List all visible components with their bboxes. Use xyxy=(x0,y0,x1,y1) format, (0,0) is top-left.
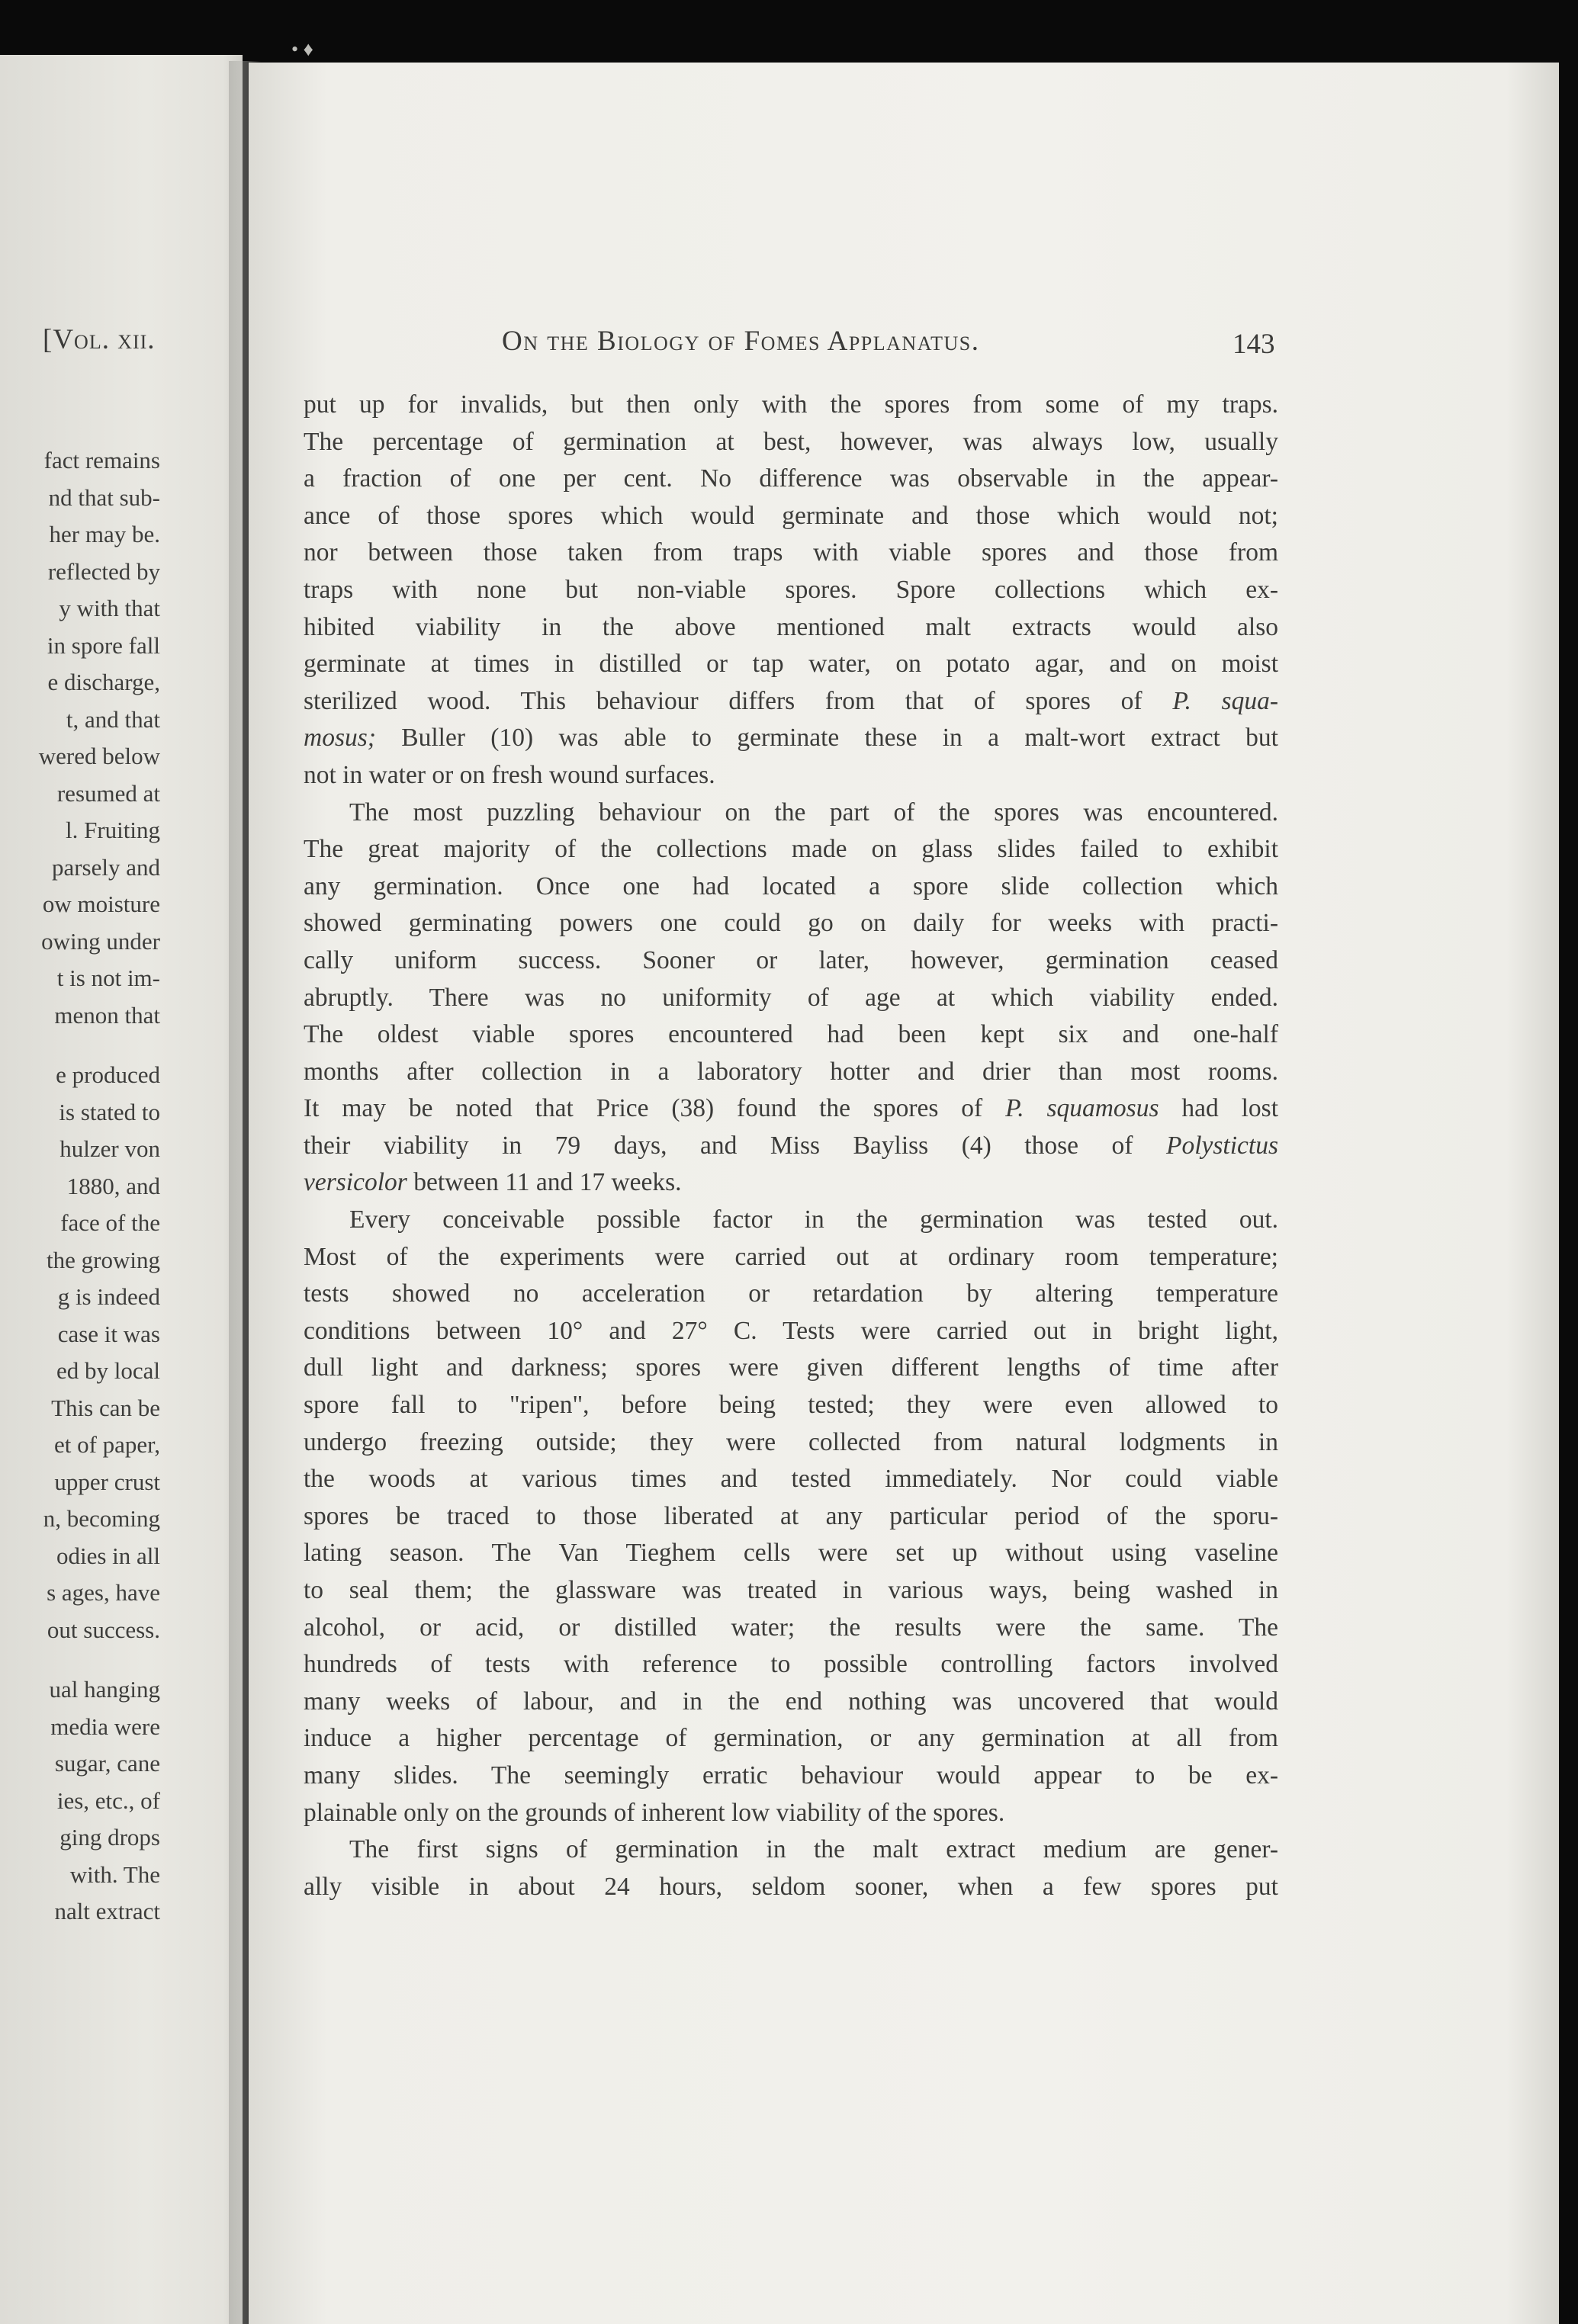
text-line: lating season. The Van Tieghem cells were set up without using vaseline xyxy=(304,1539,1278,1568)
left-text-line: out success. xyxy=(47,1616,160,1643)
text-line: Most of the experiments were carried out at ordinary room temperature; xyxy=(304,1242,1278,1271)
left-text-line: with. The xyxy=(69,1860,160,1888)
text-run: It may be noted that Price (38) found the spores of xyxy=(304,1094,1006,1123)
left-text-line: e produced xyxy=(56,1061,160,1088)
left-page-text xyxy=(0,442,160,1931)
left-text-line: ging drops xyxy=(59,1824,160,1851)
text-line: conditions between 10° and 27° C. Tests were carried out in bright light, xyxy=(304,1316,1278,1345)
left-text-line: owing under xyxy=(41,927,160,955)
left-page xyxy=(0,55,243,2324)
text-line: The oldest viable spores encountered had been kept six and one-half xyxy=(304,1020,1278,1049)
left-text-line: ies, etc., of xyxy=(56,1786,160,1814)
page-body xyxy=(304,387,1278,1905)
text-line: the woods at various times and tested immediately. Nor could viable xyxy=(304,1465,1278,1494)
left-text-line: This can be xyxy=(51,1394,160,1421)
left-text-block-2 xyxy=(0,1057,160,1648)
text-run: Buller (10) was able to germinate these in a malt-wort extract but xyxy=(375,724,1278,753)
left-text-line: case it was xyxy=(57,1320,160,1347)
text-line: many slides. The seemingly erratic behaviour would appear to be ex- xyxy=(304,1761,1278,1790)
left-text-line: reflected by xyxy=(47,557,160,585)
text-line: dull light and darkness; spores were given different lengths of time after xyxy=(304,1353,1278,1382)
text-run: sterilized wood. This behaviour differs from that of spores of xyxy=(304,686,1173,715)
text-run: between 11 and 17 weeks. xyxy=(407,1168,682,1197)
text-line xyxy=(304,1090,1278,1128)
text-line: hibited viability in the above mentioned malt extracts would also xyxy=(304,612,1278,641)
text-line: ally visible in about 24 hours, seldom sooner, when a few spores put xyxy=(304,1872,1278,1901)
left-text-line: face of the xyxy=(60,1209,160,1236)
left-text-line: nd that sub- xyxy=(48,483,160,511)
text-line xyxy=(304,1128,1278,1165)
left-text-line: menon that xyxy=(54,1001,160,1029)
paragraph-1 xyxy=(304,387,1278,794)
species-name: P. squamosus xyxy=(1005,1094,1159,1123)
left-text-line: ed by local xyxy=(56,1357,160,1384)
text-line: showed germinating powers one could go on daily for weeks with practi- xyxy=(304,909,1278,938)
left-text-line: is stated to xyxy=(59,1098,160,1125)
left-text-line: nalt extract xyxy=(54,1898,160,1924)
text-line: spore fall to "ripen", before being tested; they were even allowed to xyxy=(304,1391,1278,1420)
left-text-line: ow moisture xyxy=(42,891,160,917)
text-run: had lost xyxy=(1159,1094,1278,1123)
left-text-line: e discharge, xyxy=(47,669,160,695)
text-line: Every conceivable possible factor in the germination was tested out. xyxy=(349,1205,1278,1234)
text-run: their viability in 79 days, and Miss Bayliss (4) those of xyxy=(304,1131,1166,1160)
left-text-line: ual hanging xyxy=(49,1676,160,1703)
text-line: tests showed no acceleration or retardation by altering temperature xyxy=(304,1279,1278,1308)
page-number: 143 xyxy=(1233,329,1275,360)
text-line: cally uniform success. Sooner or later, however, germination ceased xyxy=(304,945,1278,974)
text-line: spores be traced to those liberated at any particular period of the sporu- xyxy=(304,1501,1278,1530)
species-name: mosus; xyxy=(304,724,376,753)
text-line: any germination. Once one had located a spore slide collection which xyxy=(304,872,1278,900)
text-line: a fraction of one per cent. No difference was observable in the appear- xyxy=(304,464,1278,493)
scan-speck: • ♦ xyxy=(291,38,313,60)
left-text-line: sugar, cane xyxy=(54,1750,160,1777)
text-line: traps with none but non-viable spores. Spore collections which ex- xyxy=(304,575,1278,604)
text-line: to seal them; the glassware was treated in various ways, being washed in xyxy=(304,1576,1278,1604)
left-running-head: [Vol. xii. xyxy=(43,324,156,355)
text-line: nor between those taken from traps with viable spores and those from xyxy=(304,538,1278,567)
text-line: put up for invalids, but then only with the spores from some of my traps. xyxy=(304,390,1278,419)
left-text-line: l. Fruiting xyxy=(65,817,160,843)
left-text-line: in spore fall xyxy=(47,631,160,659)
text-line: alcohol, or acid, or distilled water; the results were the same. The xyxy=(304,1613,1278,1642)
left-text-line: her may be. xyxy=(49,521,160,547)
running-head: On the Biology of Fomes Applanatus. xyxy=(502,326,980,357)
text-line xyxy=(304,1164,1278,1202)
species-name: versicolor xyxy=(304,1168,407,1197)
paragraph-3 xyxy=(304,1202,1278,1831)
left-text-line: y with that xyxy=(59,595,160,621)
paragraph-4 xyxy=(304,1831,1278,1905)
text-line: not in water or on fresh wound surfaces. xyxy=(304,760,715,789)
left-text-line: fact remains xyxy=(43,447,160,473)
text-line xyxy=(304,720,1278,757)
left-text-line: parsely and xyxy=(51,853,160,881)
species-name: P. squa- xyxy=(1172,686,1278,715)
left-text-line: the growing xyxy=(47,1246,160,1273)
text-line: months after collection in a laboratory hotter and drier than most rooms. xyxy=(304,1057,1278,1086)
text-line xyxy=(304,683,1278,721)
text-line: The most puzzling behaviour on the part of the spores was encountered. xyxy=(349,798,1278,827)
text-line: The great majority of the collections made on glass slides failed to exhibit xyxy=(304,835,1278,864)
text-line: hundreds of tests with reference to possible controlling factors involved xyxy=(304,1650,1278,1679)
left-text-line: wered below xyxy=(38,743,160,769)
text-line: The first signs of germination in the malt extract medium are gener- xyxy=(349,1835,1278,1864)
text-line: germinate at times in distilled or tap water, on potato agar, and on moist xyxy=(304,650,1278,679)
left-text-line: upper crust xyxy=(54,1468,160,1495)
text-line: ance of those spores which would germinate and those which would not; xyxy=(304,501,1278,530)
left-text-line: g is indeed xyxy=(57,1283,160,1310)
left-text-line: resumed at xyxy=(56,779,160,807)
text-line: many weeks of labour, and in the end nothing was uncovered that would xyxy=(304,1687,1278,1716)
left-text-block-3 xyxy=(0,1671,160,1931)
left-text-line: t, and that xyxy=(66,705,160,733)
left-text-line: et of paper, xyxy=(53,1431,160,1458)
left-text-line: s ages, have xyxy=(47,1579,160,1606)
left-text-line: t is not im- xyxy=(56,965,160,991)
text-line: undergo freezing outside; they were collected from natural lodgments in xyxy=(304,1427,1278,1456)
right-page xyxy=(249,63,1559,2324)
paragraph-2 xyxy=(304,794,1278,1202)
left-text-block-1 xyxy=(0,442,160,1034)
species-name: Polystictus xyxy=(1165,1131,1278,1160)
text-line: plainable only on the grounds of inherent low viability of the spores. xyxy=(304,1798,1005,1827)
left-text-line: odies in all xyxy=(56,1542,160,1569)
text-line: The percentage of germination at best, however, was always low, usually xyxy=(304,427,1278,456)
text-line: abruptly. There was no uniformity of age at which viability ended. xyxy=(304,983,1278,1012)
left-text-line: 1880, and xyxy=(66,1172,160,1199)
left-text-line: hulzer von xyxy=(59,1135,160,1162)
text-line: induce a higher percentage of germination, or any germination at all from xyxy=(304,1724,1278,1753)
left-text-line: n, becoming xyxy=(43,1505,160,1532)
left-text-line: media were xyxy=(50,1713,160,1740)
